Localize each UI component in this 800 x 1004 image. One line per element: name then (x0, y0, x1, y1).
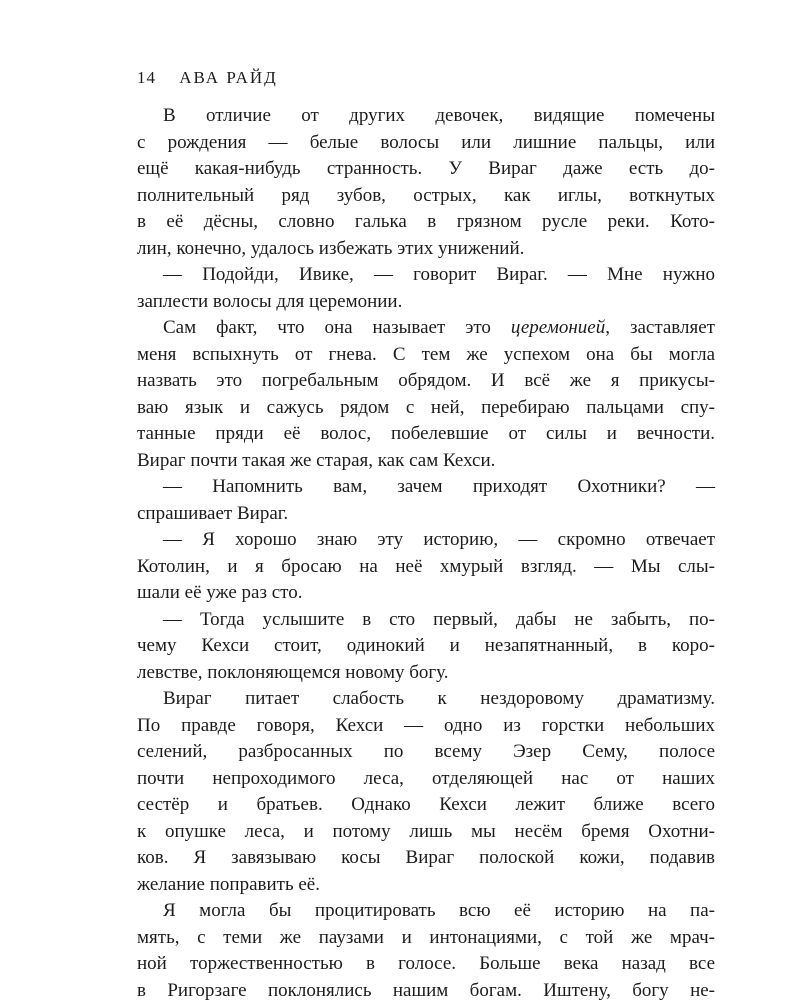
text-line: к опушке леса, и потому лишь мы несём бремя Охотни- (137, 819, 715, 846)
text-line: Я могла бы процитировать всю её историю на па- (137, 898, 715, 925)
text-line: в её дёсны, словно галька в грязном русле реки. Кото- (137, 209, 715, 236)
text-line: — Подойди, Ивике, — говорит Вираг. — Мне нужно (137, 262, 715, 289)
text-line: с рождения — белые волосы или лишние пальцы, или (137, 130, 715, 157)
text-line: По правде говоря, Кехси — одно из горстки небольших (137, 713, 715, 740)
text-line: танные пряди её волос, побелевшие от силы и вечности. (137, 421, 715, 448)
page-number: 14 (137, 68, 156, 88)
text-line: селений, разбросанных по всему Эзер Сему, полосе (137, 739, 715, 766)
text-line: Котолин, и я бросаю на неё хмурый взгляд. — Мы слы- (137, 554, 715, 581)
author-name: АВА РАЙД (179, 68, 278, 88)
text-line: сестёр и братьев. Однако Кехси лежит ближе всего (137, 792, 715, 819)
text-line: — Напомнить вам, зачем приходят Охотники? — (137, 474, 715, 501)
text-line: — Тогда услышите в сто первый, дабы не забыть, по- (137, 607, 715, 634)
text-line: чему Кехси стоит, одинокий и незапятнанный, в коро- (137, 633, 715, 660)
text-line: лин, конечно, удалось избежать этих унижений. (137, 236, 715, 263)
emphasis: церемонией (511, 317, 605, 338)
text-line: желание поправить её. (137, 872, 715, 899)
text-line: спрашивает Вираг. (137, 501, 715, 528)
text-line: назвать это погребальным обрядом. И всё же я прикусы- (137, 368, 715, 395)
text-line: полнительный ряд зубов, острых, как иглы, воткнутых (137, 183, 715, 210)
text-line: Сам факт, что она называет это церемонией, заставляет (137, 315, 715, 342)
text-line: ваю язык и сажусь рядом с ней, перебираю пальцами спу- (137, 395, 715, 422)
text-line: — Я хорошо знаю эту историю, — скромно отвечает (137, 527, 715, 554)
running-head (137, 68, 278, 88)
text-line: ной торжественностью в голосе. Больше века назад все (137, 951, 715, 978)
text-line: в Ригорзаге поклонялись нашим богам. Иштену, богу не- (137, 978, 715, 1004)
text-line: почти непроходимого леса, отделяющей нас от наших (137, 766, 715, 793)
text-line: Вираг питает слабость к нездоровому драматизму. (137, 686, 715, 713)
text-line: меня вспыхнуть от гнева. С тем же успехом она бы могла (137, 342, 715, 369)
text-line: Вираг почти такая же старая, как сам Кехси. (137, 448, 715, 475)
text-line: мять, с теми же паузами и интонациями, с той же мрач- (137, 925, 715, 952)
text-line: левстве, поклоняющемся новому богу. (137, 660, 715, 687)
text-line: В отличие от других девочек, видящие помечены (137, 103, 715, 130)
text-line: ков. Я завязываю косы Вираг полоской кожи, подавив (137, 845, 715, 872)
text-line: ещё какая-нибудь странность. У Вираг даже есть до- (137, 156, 715, 183)
text-line: заплести волосы для церемонии. (137, 289, 715, 316)
body-text (137, 103, 715, 1004)
text-line: шали её уже раз сто. (137, 580, 715, 607)
